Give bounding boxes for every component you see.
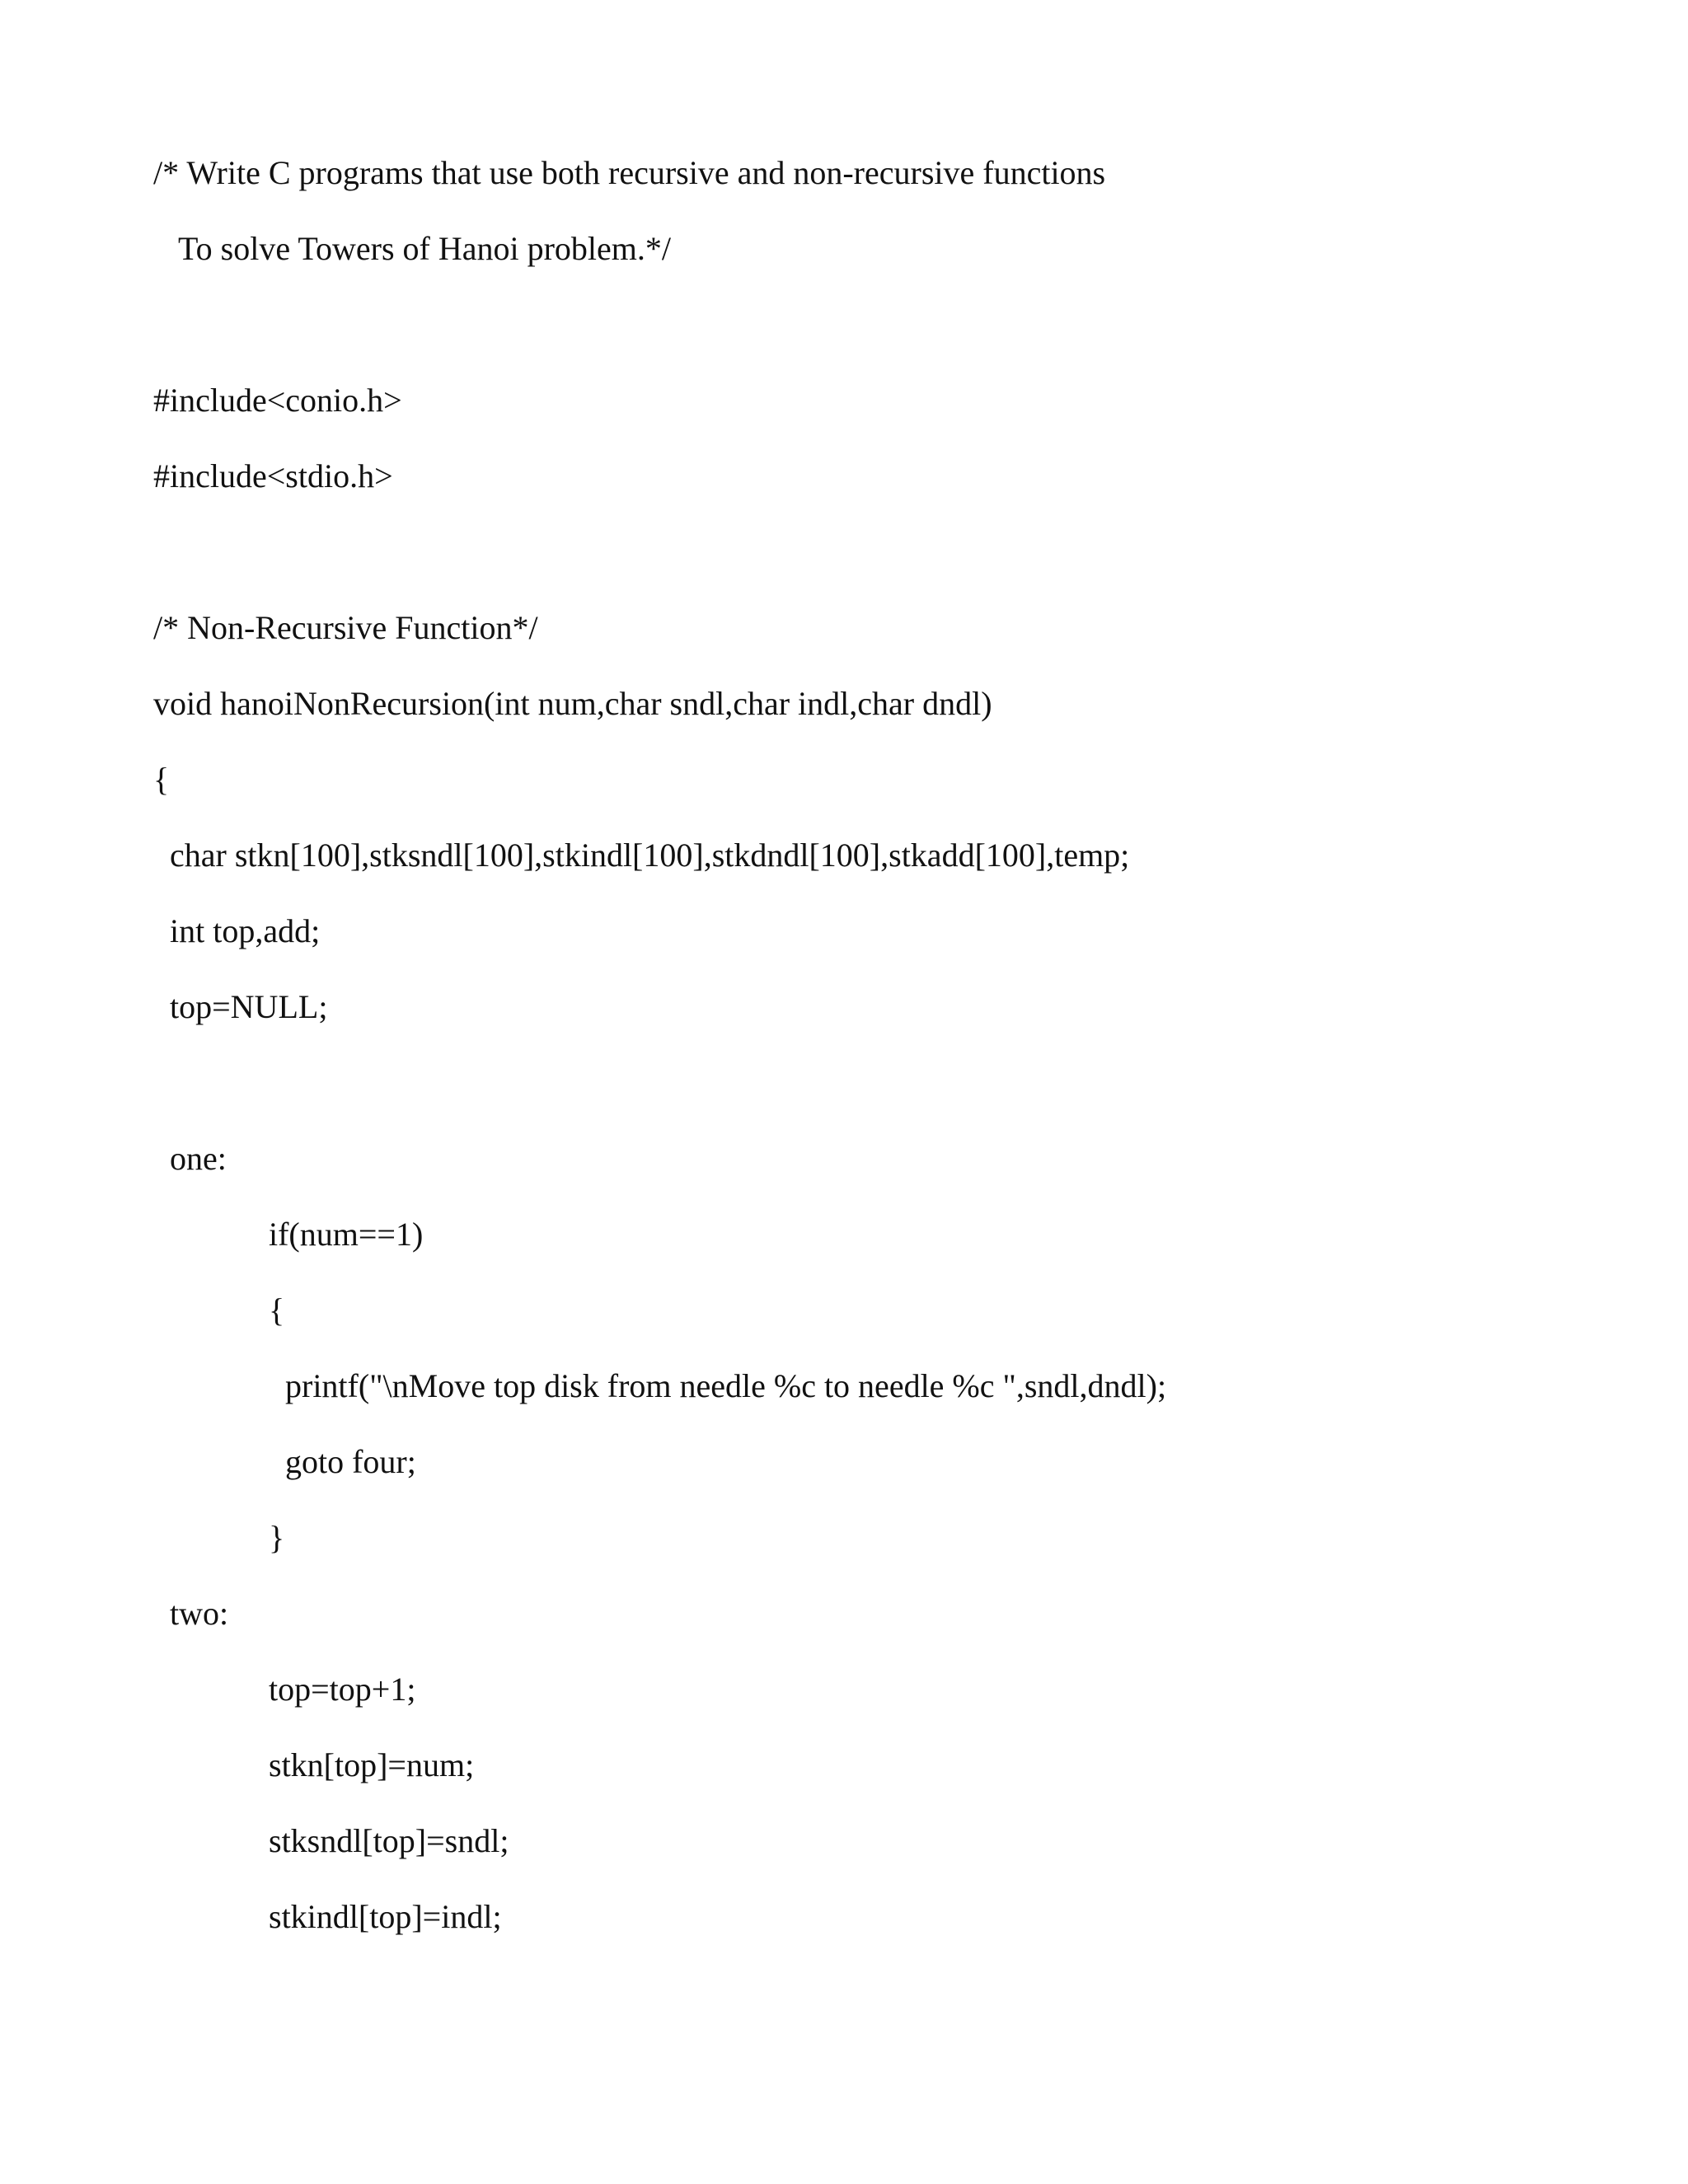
label-one: one: xyxy=(170,1140,227,1177)
function-signature: void hanoiNonRecursion(int num,char sndl,char indl,char dndl) xyxy=(153,685,992,722)
goto-line: goto four; xyxy=(285,1443,416,1480)
declaration-line: top=NULL; xyxy=(170,988,328,1025)
header-comment-line-2: To solve Towers of Hanoi problem.*/ xyxy=(178,230,672,267)
if-close-brace: } xyxy=(269,1519,285,1556)
label-two: two: xyxy=(170,1595,229,1632)
code-line: stksndl[top]=sndl; xyxy=(269,1822,509,1859)
if-condition: if(num==1) xyxy=(269,1216,424,1253)
code-line: stkindl[top]=indl; xyxy=(269,1898,502,1935)
function-comment: /* Non-Recursive Function*/ xyxy=(153,609,538,646)
include-conio: #include<conio.h> xyxy=(153,382,402,419)
if-open-brace: { xyxy=(269,1291,285,1329)
declaration-line: int top,add; xyxy=(170,912,321,949)
declaration-line: char stkn[100],stksndl[100],stkindl[100],stkdndl[100],stkadd[100],temp; xyxy=(170,837,1130,874)
code-line: stkn[top]=num; xyxy=(269,1746,475,1783)
printf-line: printf("\nMove top disk from needle %c to needle %c ",sndl,dndl); xyxy=(285,1367,1167,1404)
header-comment-line-1: /* Write C programs that use both recursive and non-recursive functions xyxy=(153,154,1106,191)
code-line: top=top+1; xyxy=(269,1671,416,1708)
function-open-brace: { xyxy=(153,761,170,798)
include-stdio: #include<stdio.h> xyxy=(153,457,393,494)
